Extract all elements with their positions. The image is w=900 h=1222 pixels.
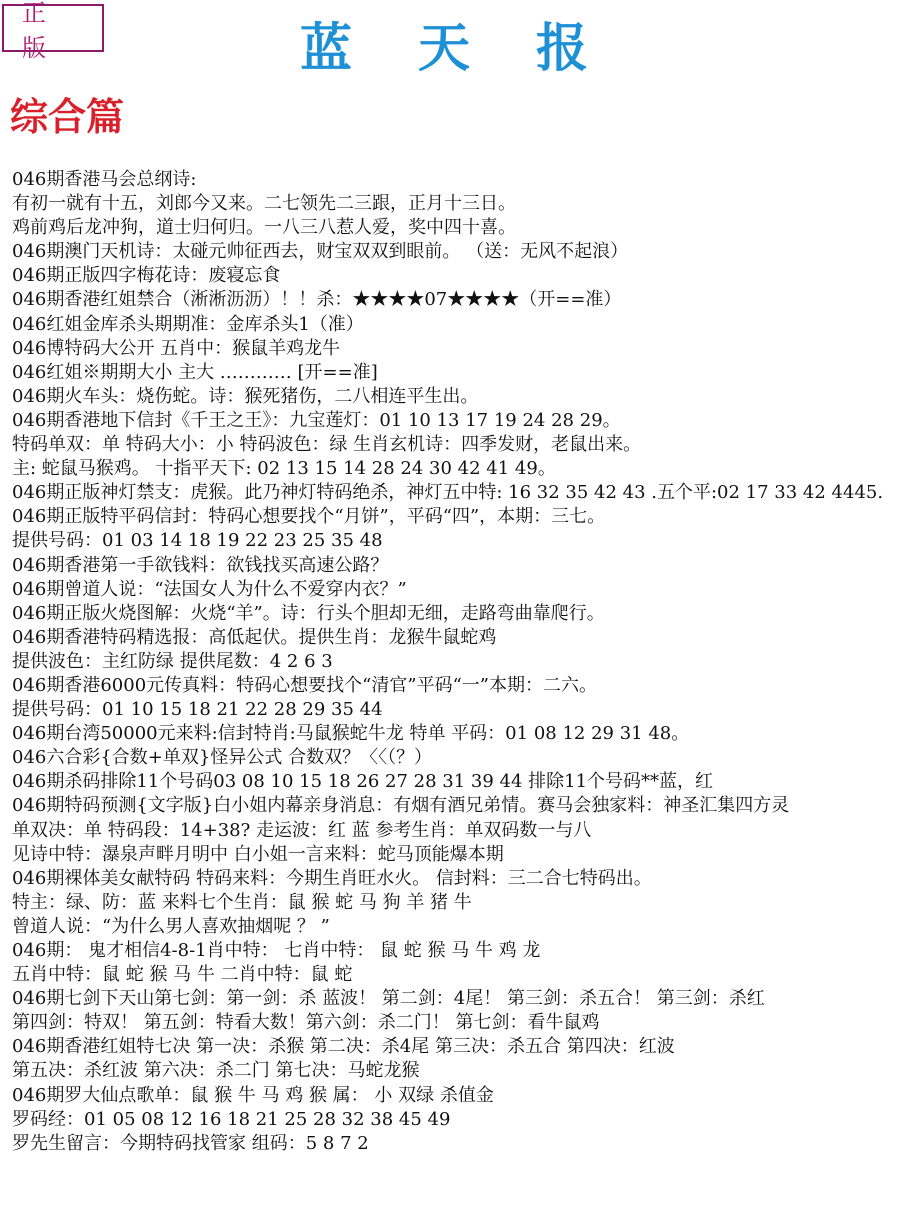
- text-line: 单双决：单 特码段：14+38? 走运波：红 蓝 参考生肖：单双码数一与八: [12, 819, 592, 841]
- text-line: 046期裸体美女献特码 特码来料：今期生肖旺水火。 信封料：三二合七特码出。: [12, 867, 652, 889]
- text-line: 主: 蛇鼠马猴鸡。 十指平天下: 02 13 15 14 28 24 30 42 41 49。: [12, 458, 556, 480]
- text-line: 曾道人说：“为什么男人喜欢抽烟呢 ？ ”: [12, 915, 330, 937]
- text-line: 046六合彩{合数+单双}怪异公式 合数双？〈〈（？）: [12, 747, 433, 769]
- text-line: 第四剑：特双！ 第五剑：特看大数！第六剑：杀二门！ 第七剑：看牛鼠鸡: [12, 1012, 600, 1034]
- text-line: 046博特码大公开 五肖中：猴鼠羊鸡龙牛: [12, 337, 341, 359]
- text-line: 046期香港特码精选报：高低起伏。提供生肖：龙猴牛鼠蛇鸡: [12, 626, 497, 648]
- text-line: 046期罗大仙点歌单：鼠 猴 牛 马 鸡 猴 属： 小 双绿 杀值金: [12, 1084, 494, 1106]
- text-line: 046期香港地下信封《千王之王》：九宝莲灯：01 10 13 17 19 24 28 29。: [12, 409, 621, 431]
- text-line: 提供波色：主红防绿 提供尾数：4 2 6 3: [12, 650, 333, 672]
- text-line: 提供号码：01 10 15 18 21 22 28 29 35 44: [12, 699, 383, 721]
- text-line: 046期香港马会总纲诗:: [12, 169, 197, 190]
- text-line: 046期杀码排除11个号码03 08 10 15 18 26 27 28 31 39 44 排除11个号码**蓝，红: [12, 771, 714, 793]
- text-line: 046期正版神灯禁支：虎猴。此乃神灯特码绝杀，神灯五中特: 16 32 35 42 43 .五个平:02 17 33 42 4445.: [12, 482, 884, 504]
- text-line: 提供号码：01 03 14 18 19 22 23 25 35 48: [12, 530, 383, 552]
- text-line: 046红姐金库杀头期期准：金库杀头1（准）: [12, 313, 364, 335]
- text-line: 046期七剑下天山第七剑：第一剑：杀 蓝波！ 第二剑：4尾！ 第三剑：杀五合！ 第三剑：杀红: [12, 988, 765, 1010]
- edition-badge: 正 版: [2, 4, 104, 52]
- section-title: 综合篇: [10, 94, 125, 139]
- text-line: 046期正版火烧图解：火烧“羊”。诗：行头个胆却无细，走路弯曲靠爬行。: [12, 602, 605, 624]
- newspaper-title: 蓝天报: [300, 18, 655, 79]
- text-line: 罗先生留言：今期特码找管家 组码：5 8 7 2: [12, 1132, 369, 1154]
- text-line: 有初一就有十五，刘郎今又来。二七领先二三跟，正月十三日。: [12, 193, 516, 215]
- text-line: 046期香港红姐特七决 第一决：杀猴 第二决：杀4尾 第三决：杀五合 第四决：红波: [12, 1036, 675, 1058]
- text-line: 见诗中特：瀑泉声畔月明中 白小姐一言来料：蛇马顶能爆本期: [12, 843, 504, 865]
- text-line: 046期香港红姐禁合（淅淅沥沥）！！杀：★★★★07★★★★（开==准）: [12, 289, 622, 311]
- text-line: 046期： 鬼才相信4-8-1肖中特： 七肖中特： 鼠 蛇 猴 马 牛 鸡 龙: [12, 940, 541, 961]
- text-line: 046期澳门天机诗：太碰元帅征西去，财宝双双到眼前。 （送：无风不起浪）: [12, 241, 629, 263]
- text-line: 046期正版特平码信封：特码心想要找个“月饼”，平码“四”，本期：三七。: [12, 506, 606, 528]
- content-lines: [12, 168, 898, 1156]
- text-line: 046期火车头：烧伤蛇。诗：猴死猪伤，二八相连平生出。: [12, 385, 479, 407]
- text-line: 046红姐※期期大小 主大 ………… [开==准]: [12, 361, 378, 383]
- text-line: 046期特码预测{文字版}白小姐内幕亲身消息：有烟有酒兄弟情。赛马会独家料：神圣汇集四方灵: [12, 795, 790, 817]
- text-line: 特码单双：单 特码大小：小 特码波色：绿 生肖玄机诗：四季发财，老鼠出来。: [12, 434, 642, 456]
- text-line: 鸡前鸡后龙冲狗，道士归何归。一八三八惹人爱，奖中四十喜。: [12, 217, 516, 239]
- text-line: 046期正版四字梅花诗：废寝忘食: [12, 265, 281, 287]
- text-line: 046期香港6000元传真料：特码心想要找个“清官”平码“一”本期：二六。: [12, 674, 597, 696]
- text-line: 046期香港第一手欲钱料：欲钱找买高速公路？: [12, 554, 389, 576]
- text-line: 特主：绿、防：蓝 来料七个生肖：鼠 猴 蛇 马 狗 羊 猪 牛: [12, 891, 472, 913]
- text-line: 罗码经：01 05 08 12 16 18 21 25 28 32 38 45 49: [12, 1108, 451, 1130]
- text-line: 046期台湾50000元来料:信封特肖:马鼠猴蛇牛龙 特单 平码：01 08 12 29 31 48。: [12, 723, 690, 745]
- text-line: 第五决：杀红波 第六决：杀二门 第七决：马蛇龙猴: [12, 1060, 420, 1082]
- text-line: 046期曾道人说：“法国女人为什么不爱穿内衣？”: [12, 578, 407, 600]
- text-line: 五肖中特：鼠 蛇 猴 马 牛 二肖中特：鼠 蛇: [12, 964, 353, 986]
